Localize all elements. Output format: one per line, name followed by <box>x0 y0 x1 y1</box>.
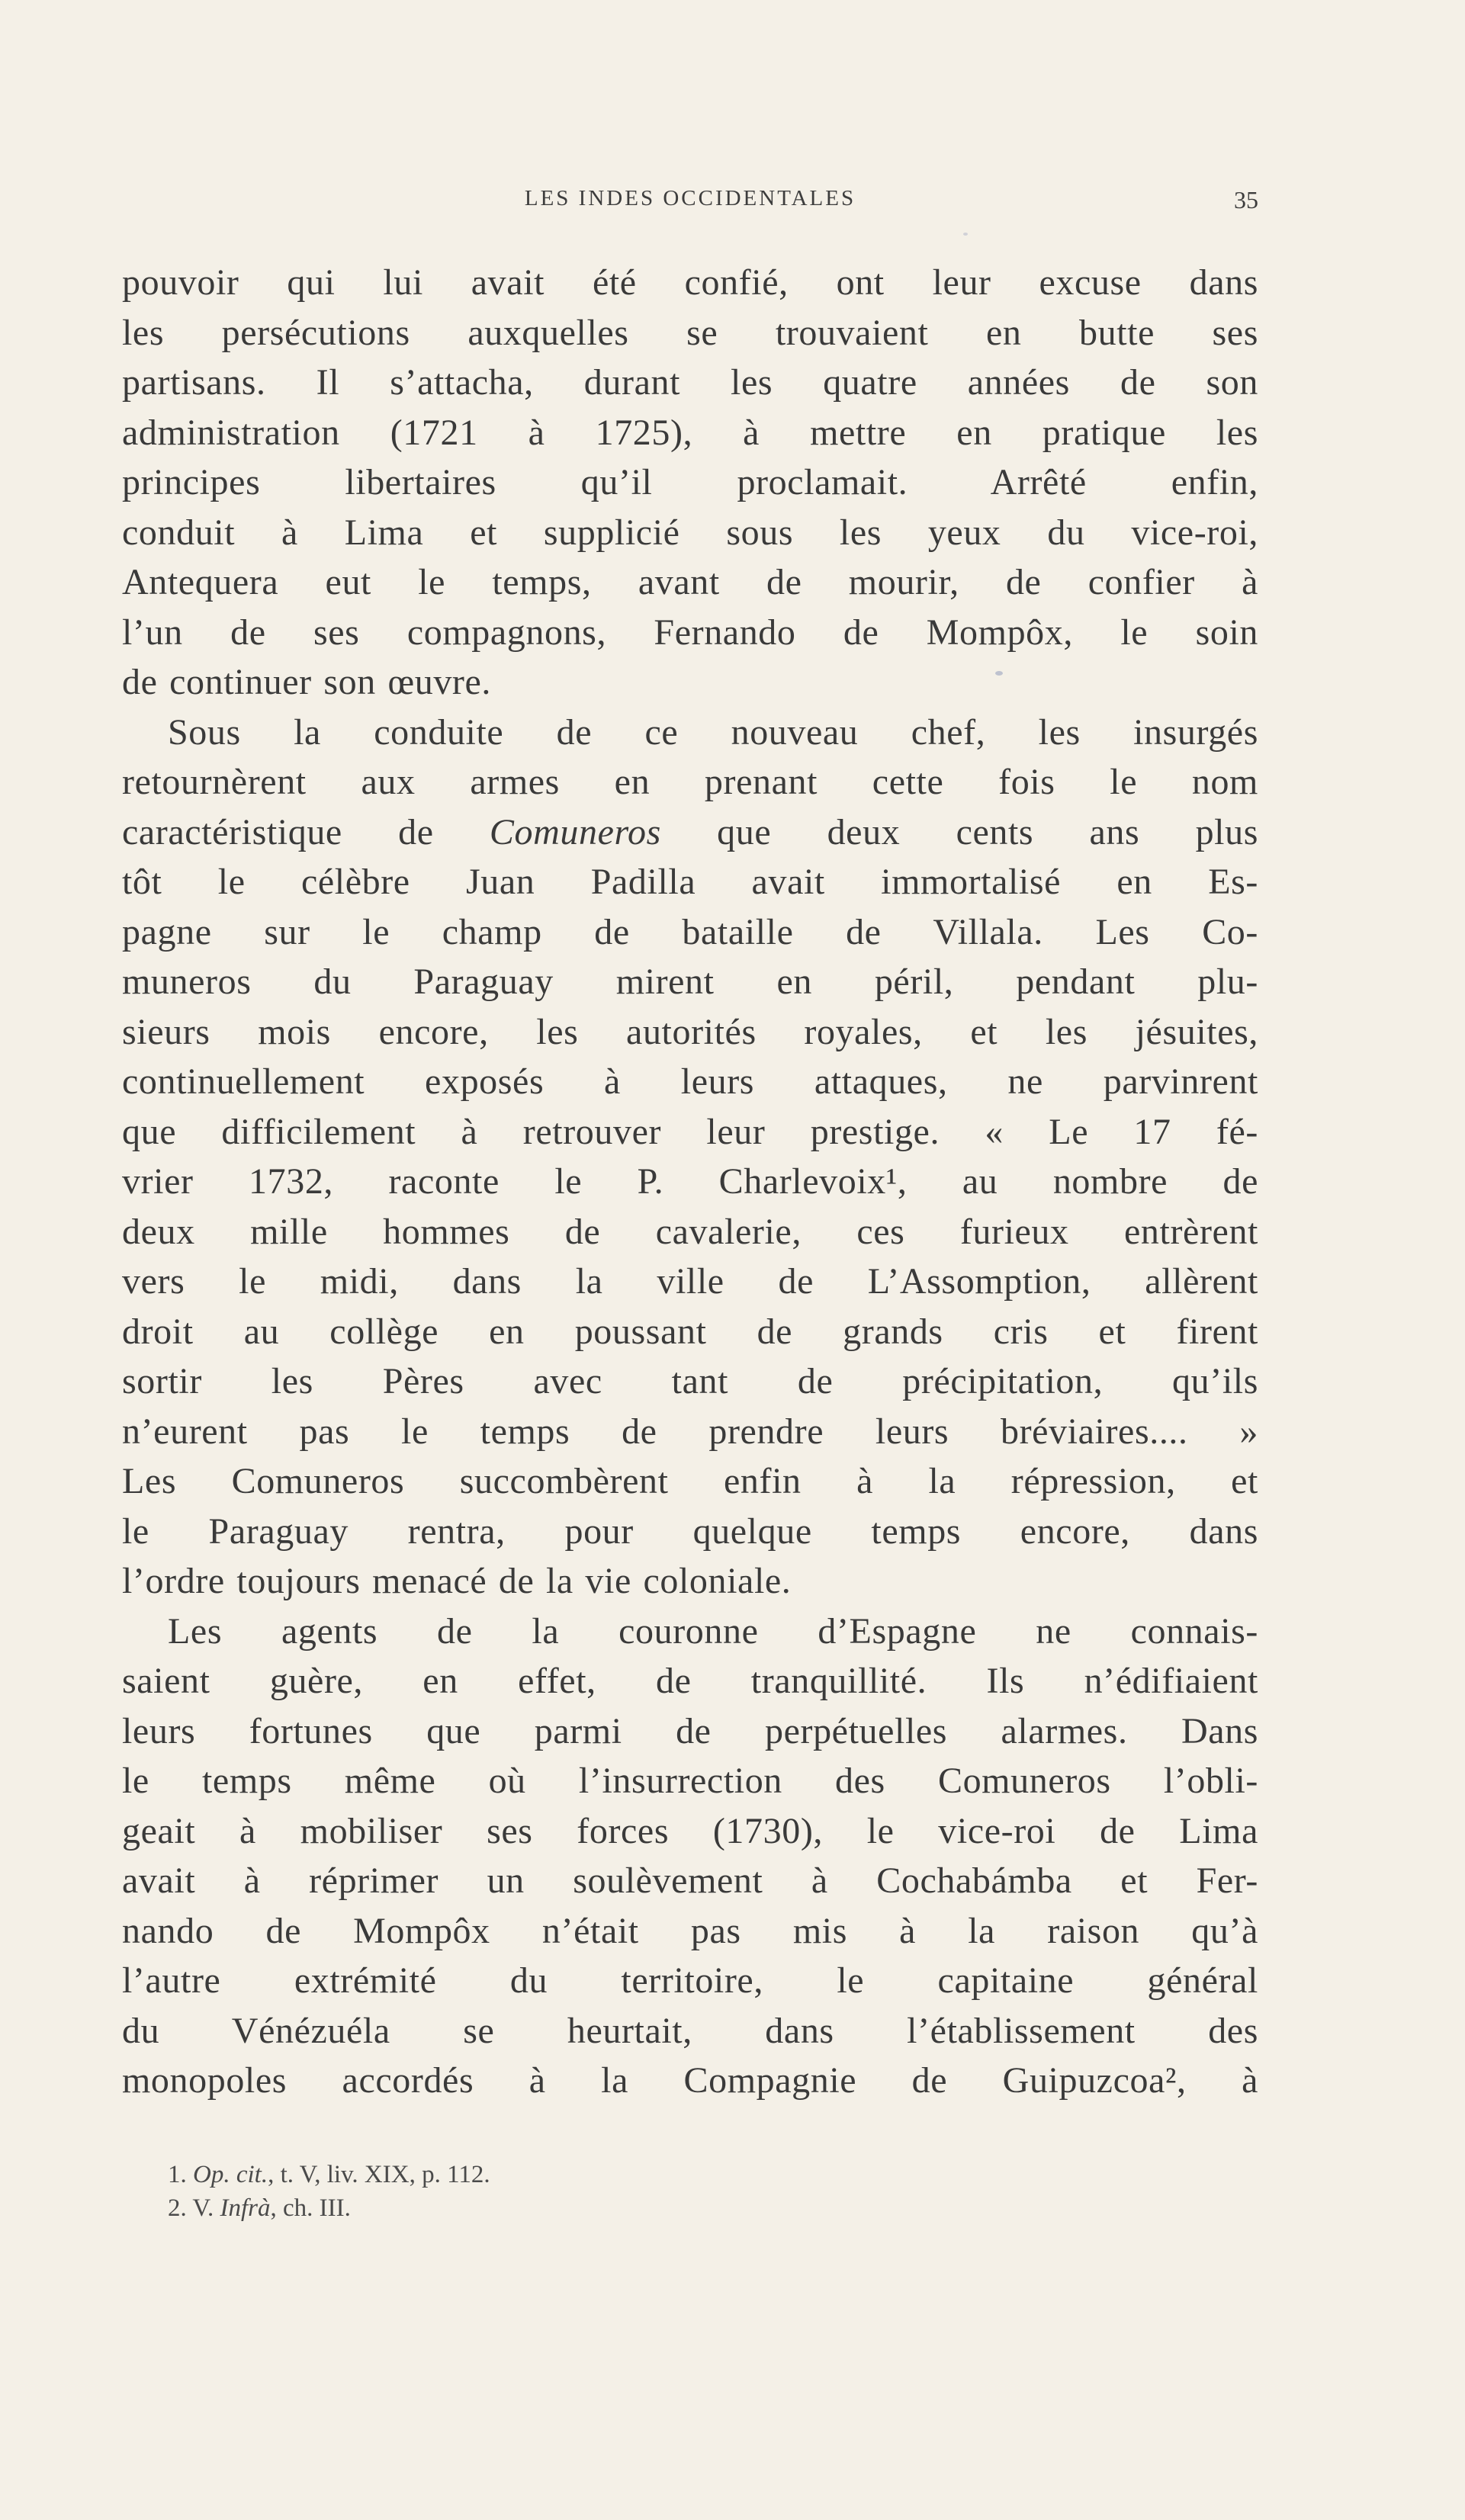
text-line: pagne sur le champ de bataille de Villala. Les Co- <box>122 911 1258 952</box>
text-line: retournèrent aux armes en prenant cette fois le nom <box>122 762 1258 802</box>
text-line: l’ordre toujours menacé de la vie coloniale. <box>122 1561 792 1601</box>
text-line: saient guère, en effet, de tranquillité. Ils n’édifiaient <box>122 1661 1258 1701</box>
text-line: muneros du Paraguay mirent en péril, pendant plu- <box>122 961 1258 1002</box>
footnote: 2. V. Infrà, ch. III. <box>168 2194 351 2222</box>
text-line: nando de Mompôx n’était pas mis à la raison qu’à <box>122 1910 1258 1951</box>
text-line: du Vénézuéla se heurtait, dans l’établissement des <box>122 2010 1258 2051</box>
text-line: que difficilement à retrouver leur prestige. « Le 17 fé- <box>122 1111 1258 1152</box>
text-line: pouvoir qui lui avait été confié, ont leur excuse dans <box>122 262 1258 303</box>
text-line: Sous la conduite de ce nouveau chef, les insurgés <box>168 711 1258 753</box>
text-line: les persécutions auxquelles se trouvaient en butte ses <box>122 312 1258 353</box>
text-line: Les agents de la couronne d’Espagne ne connais- <box>168 1610 1258 1652</box>
text-line: Les Comuneros succombèrent enfin à la répression, et <box>122 1461 1258 1501</box>
text-line: partisans. Il s’attacha, durant les quatre années de son <box>122 362 1258 403</box>
text-line: continuellement exposés à leurs attaques, ne parvinrent <box>122 1061 1258 1102</box>
text-line: tôt le célèbre Juan Padilla avait immortalisé en Es- <box>122 862 1258 902</box>
text-line: n’eurent pas le temps de prendre leurs bréviaires.... » <box>122 1411 1258 1452</box>
text-line: le temps même où l’insurrection des Comuneros l’obli- <box>122 1761 1258 1801</box>
text-line: avait à réprimer un soulèvement à Cochabámba et Fer- <box>122 1860 1258 1901</box>
text-line: caractéristique de Comuneros que deux cents ans plus <box>122 811 1258 852</box>
text-line: geait à mobiliser ses forces (1730), le vice-roi de Lima <box>122 1810 1258 1851</box>
text-line: administration (1721 à 1725), à mettre en pratique les <box>122 412 1258 453</box>
text-line: vrier 1732, raconte le P. Charlevoix¹, au nombre de <box>122 1161 1258 1202</box>
text-line: leurs fortunes que parmi de perpétuelles alarmes. Dans <box>122 1710 1258 1751</box>
text-line: Antequera eut le temps, avant de mourir, de confier à <box>122 562 1258 602</box>
text-line: le Paraguay rentra, pour quelque temps encore, dans <box>122 1510 1258 1552</box>
running-head <box>122 186 1258 217</box>
ink-speck <box>963 233 968 236</box>
ink-speck <box>995 671 1003 676</box>
text-line: vers le midi, dans la ville de L’Assomption, allèrent <box>122 1261 1258 1302</box>
footnote: 1. Op. cit., t. V, liv. XIX, p. 112. <box>168 2161 490 2188</box>
text-line: sieurs mois encore, les autorités royales, et les jésuites, <box>122 1011 1258 1052</box>
running-title: LES INDES OCCIDENTALES <box>524 186 856 210</box>
page-number: 35 <box>1234 186 1258 213</box>
text-line: monopoles accordés à la Compagnie de Guipuzcoa², à <box>122 2060 1258 2101</box>
text-line: principes libertaires qu’il proclamait. Arrêté enfin, <box>122 462 1258 502</box>
text-line: l’autre extrémité du territoire, le capitaine général <box>122 1960 1258 2001</box>
text-line: de continuer son œuvre. <box>122 662 492 702</box>
text-line: l’un de ses compagnons, Fernando de Mompôx, le soin <box>122 612 1258 653</box>
text-line: sortir les Pères avec tant de précipitation, qu’ils <box>122 1361 1258 1401</box>
footnotes <box>168 2158 1235 2225</box>
body-text <box>122 258 1258 2106</box>
text-line: droit au collège en poussant de grands cris et firent <box>122 1311 1258 1352</box>
text-line: deux mille hommes de cavalerie, ces furieux entrèrent <box>122 1211 1258 1252</box>
text-line: conduit à Lima et supplicié sous les yeux du vice-roi, <box>122 512 1258 553</box>
